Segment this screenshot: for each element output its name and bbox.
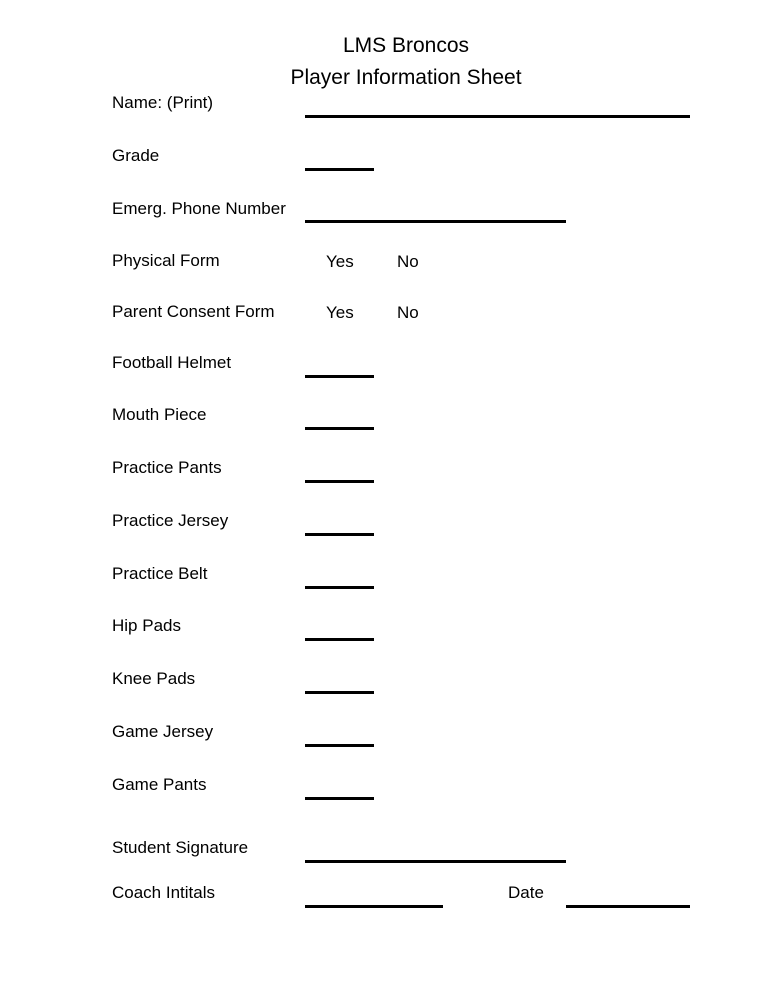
practice-jersey-label: Practice Jersey bbox=[112, 511, 229, 530]
grade-field-line[interactable] bbox=[305, 168, 374, 171]
practice-pants-field-line[interactable] bbox=[305, 480, 374, 483]
game-jersey-field-line[interactable] bbox=[305, 744, 374, 747]
practice-pants-label: Practice Pants bbox=[112, 458, 222, 477]
practice-belt-label: Practice Belt bbox=[112, 564, 208, 583]
phone-field-line[interactable] bbox=[305, 220, 566, 223]
hip-pads-field-line[interactable] bbox=[305, 638, 374, 641]
knee-pads-label: Knee Pads bbox=[112, 669, 196, 688]
page-title: LMS Broncos bbox=[342, 34, 470, 57]
physical-yes-option[interactable]: Yes bbox=[326, 252, 354, 271]
consent-form-label: Parent Consent Form bbox=[112, 302, 275, 321]
practice-belt-field-line[interactable] bbox=[305, 586, 374, 589]
grade-label: Grade bbox=[112, 146, 160, 165]
practice-jersey-field-line[interactable] bbox=[305, 533, 374, 536]
page-subtitle: Player Information Sheet bbox=[290, 66, 522, 89]
hip-pads-label: Hip Pads bbox=[112, 616, 181, 635]
mouth-piece-field-line[interactable] bbox=[305, 427, 374, 430]
game-jersey-label: Game Jersey bbox=[112, 722, 214, 741]
student-signature-label: Student Signature bbox=[112, 838, 249, 857]
coach-initials-label: Coach Intitals bbox=[112, 883, 215, 902]
game-pants-field-line[interactable] bbox=[305, 797, 374, 800]
consent-yes-option[interactable]: Yes bbox=[326, 303, 354, 322]
name-label: Name: (Print) bbox=[112, 93, 214, 112]
helmet-field-line[interactable] bbox=[305, 375, 374, 378]
physical-no-option[interactable]: No bbox=[397, 252, 419, 271]
consent-no-option[interactable]: No bbox=[397, 303, 419, 322]
helmet-label: Football Helmet bbox=[112, 353, 232, 372]
physical-form-label: Physical Form bbox=[112, 251, 220, 270]
knee-pads-field-line[interactable] bbox=[305, 691, 374, 694]
phone-label: Emerg. Phone Number bbox=[112, 199, 286, 218]
coach-initials-field-line[interactable] bbox=[305, 905, 443, 908]
game-pants-label: Game Pants bbox=[112, 775, 207, 794]
student-signature-field-line[interactable] bbox=[305, 860, 566, 863]
date-label: Date bbox=[508, 883, 544, 902]
mouth-piece-label: Mouth Piece bbox=[112, 405, 207, 424]
date-field-line[interactable] bbox=[566, 905, 690, 908]
name-field-line[interactable] bbox=[305, 115, 690, 118]
